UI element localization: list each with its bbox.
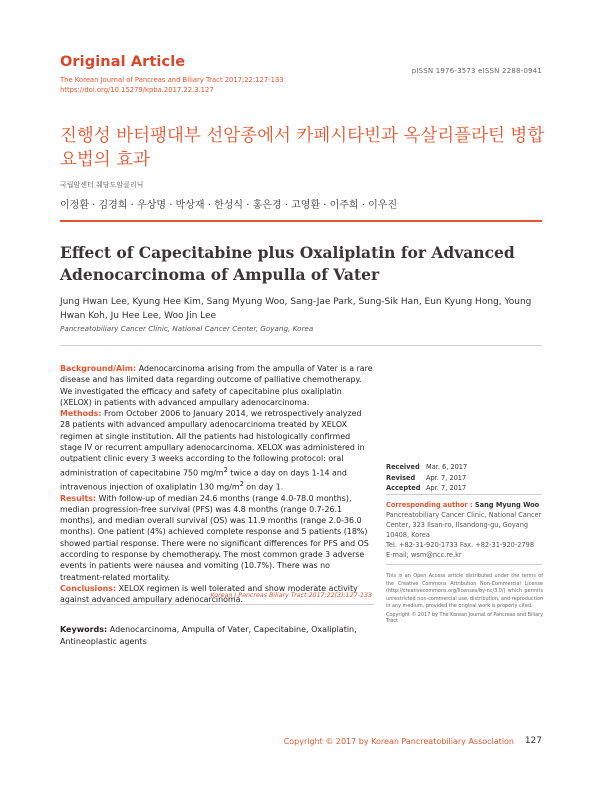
superscript-2: 2 (239, 479, 244, 488)
issn-info: pISSN 1976-3573 eISSN 2288-0941 (411, 67, 542, 75)
corr-name: Sang Myung Woo (474, 501, 540, 509)
license-text: This is an Open Access article distributed under the terms of the Creative Commons Attribution Non-Commercial License (http://creativecommons.org/licenses/by-nc/3.0/) which permits unrestricted non-commercial use, distribution, and reproduction in any medium, provided the original work is properly cited. (386, 573, 543, 610)
abstract-divider (60, 604, 374, 605)
korean-affiliation: 국립암센터 췌담도암클리닉 (60, 181, 144, 189)
accepted-date: Apr. 7, 2017 (426, 484, 467, 492)
results-text: With follow-up of median 24.6 months (range 4.0-78.0 months), median progression-free survival (PFS) was 4.8 months (range 0.7-26.1 months), and median overall survival (OS) was 11.9 months (range 2.0-36.0 months). One patient (4%) achieved complete response and 5 patients (18%) showed partial response. There were no significant differences for PFS and OS according to response by chemotherapy. The most common grade 3 adverse events in patients were nausea and vomiting (10.7%). There was no treatment-related mortality. (60, 493, 369, 582)
doi-link[interactable]: https://doi.org/10.15279/kpba.2017.22.3.127 (60, 86, 214, 94)
corr-label: Corresponding author : (386, 501, 475, 509)
abstract-background (60, 363, 374, 408)
corr-tel: Tel. +82-31-920-1733 Fax. +82-31-920-2798 (386, 541, 535, 549)
corresponding-author (386, 500, 546, 560)
korean-title: 진행성 바터팽대부 선암종에서 카페시타빈과 옥살리플라틴 병합요법의 효과 (60, 126, 545, 170)
sidebar-divider (386, 564, 542, 565)
methods-text-a: From October 2006 to January 2014, we retrospectively analyzed 28 patients with advanced ampullary adenocarcinoma treated by XELOX regimen at single institution. All the patients had histologically confirmed stage IV or recurrent ampullary adenocarcinoma. XELOX was administered in outpatient clinic every 3 weeks according to the following protocol: oral administration of capecitabine 750 mg/m (60, 409, 365, 478)
received-label: Received (386, 463, 420, 471)
sidebar-divider (386, 494, 542, 495)
revised-label: Revised (386, 473, 416, 482)
page-number: 127 (524, 736, 542, 746)
methods-label: Methods: (60, 409, 102, 419)
section-divider (60, 345, 542, 346)
corr-address: Pancreatobiliary Cancer Clinic, National Cancer Center, 323 Ilsan-ro, Ilsandong-gu, Goyang 10408, Korea (386, 511, 542, 539)
abstract-citation: Korean J Pancreas Biliary Tract 2017;22(3):127-133 (210, 592, 372, 599)
keywords-text: Adenocarcinoma, Ampulla of Vater, Capecitabine, Oxaliplatin, Antineoplastic agents (60, 625, 357, 646)
conclusions-label: Conclusions: (60, 583, 117, 593)
english-affiliation: Pancreatobiliary Cancer Clinic, National Cancer Center, Goyang, Korea (60, 324, 314, 333)
conclusions-text: XELOX regimen is well tolerated and show moderate activity against advanced ampullary adenocarcinoma. (60, 583, 358, 605)
received-row (386, 462, 467, 473)
revised-date: Apr. 7, 2017 (426, 473, 467, 482)
abstract (60, 363, 374, 605)
korean-authors: 이정환 · 김경희 · 우상명 · 박상재 · 한성식 · 홍은경 · 고영환 · 이주희 · 이우진 (60, 200, 398, 211)
journal-citation: The Korean Journal of Pancreas and Biliary Tract 2017;22:127-133 (60, 76, 284, 84)
article-dates (386, 462, 467, 494)
background-text: Adenocarcinoma arising from the ampulla of Vater is a rare disease and has limited data regarding outcome of palliative chemotherapy. We investigated the efficacy and safety of capecitabine plus oxaliplatin (XELOX) in patients with advanced ampullary adenocarcinoma. (60, 364, 373, 407)
superscript-2: 2 (223, 465, 228, 474)
results-label: Results: (60, 493, 97, 503)
received-date: Mar. 6, 2017 (426, 463, 468, 471)
keywords (60, 624, 374, 647)
accepted-row (386, 483, 467, 494)
journal-copyright: Copyright © 2017 by The Korean Journal of Pancreas and Biliary Tract (386, 612, 543, 624)
accepted-label: Accepted (386, 484, 421, 492)
title-divider (60, 220, 542, 222)
methods-text-b: twice a day on days 1-14 and intravenous injection of oxaliplatin 130 mg/m (60, 468, 347, 492)
corr-heading (386, 500, 546, 510)
methods-text-c: on day 1. (243, 482, 284, 492)
abstract-results (60, 493, 374, 583)
corr-email[interactable]: E-mail; wsm@ncc.re.kr (386, 551, 462, 559)
revised-row (386, 473, 467, 484)
abstract-methods (60, 408, 374, 492)
english-title: Effect of Capecitabine plus Oxaliplatin for Advanced Adenocarcinoma of Ampulla of Vater (60, 243, 515, 284)
keywords-label: Keywords: (60, 625, 108, 634)
footer-copyright: Copyright © 2017 by Korean Pancreatobiliary Association (283, 737, 514, 746)
background-label: Background/Aim: (60, 364, 137, 373)
english-authors: Jung Hwan Lee, Kyung Hee Kim, Sang Myung Woo, Sang-Jae Park, Sung-Sik Han, Eun Kyung Hong, Young Hwan Koh, Ju Hee Lee, Woo Jin Lee (60, 297, 532, 321)
article-type-label: Original Article (60, 54, 186, 70)
